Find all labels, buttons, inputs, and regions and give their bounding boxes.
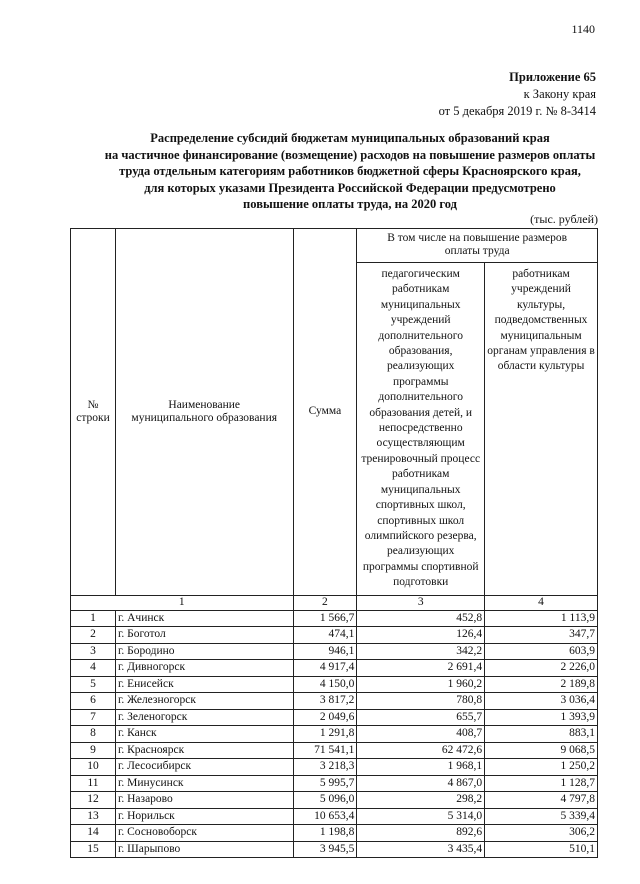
row-number: 14 <box>71 825 116 842</box>
header-num: № строки <box>71 229 116 596</box>
row-number: 7 <box>71 709 116 726</box>
table-row <box>71 726 598 743</box>
row-col4: 1 393,9 <box>485 709 598 726</box>
row-col3: 342,2 <box>357 643 485 660</box>
table-row <box>71 825 598 842</box>
row-sum: 474,1 <box>293 627 357 644</box>
subsidy-table <box>70 228 598 858</box>
header-col3: педагогическим работникам муниципальных учреждений дополнительного образования, реализующих программы дополнительного образования детей, и непосредственно осуществляющим тренировочный процесс работникам муниципальных спортивных школ, спортивных школ олимпийского резерва, реализующих программы спортивной подготовки <box>357 263 485 596</box>
row-sum: 71 541,1 <box>293 742 357 759</box>
row-sum: 1 291,8 <box>293 726 357 743</box>
row-col3: 62 472,6 <box>357 742 485 759</box>
row-col4: 9 068,5 <box>485 742 598 759</box>
appendix-law: к Закону края <box>523 87 596 101</box>
municipality-name: г. Красноярск <box>115 742 293 759</box>
table-row <box>71 643 598 660</box>
document-title <box>60 130 640 213</box>
municipality-name: г. Минусинск <box>115 775 293 792</box>
row-col3: 298,2 <box>357 792 485 809</box>
col-number: 4 <box>485 595 598 610</box>
row-number: 1 <box>71 610 116 627</box>
table-row <box>71 792 598 809</box>
row-sum: 3 218,3 <box>293 759 357 776</box>
row-number: 6 <box>71 693 116 710</box>
header-including: В том числе на повышение размеров оплаты труда <box>357 229 598 263</box>
header-name: Наименование муниципального образования <box>115 229 293 596</box>
table-row <box>71 742 598 759</box>
row-col4: 1 250,2 <box>485 759 598 776</box>
row-col4: 5 339,4 <box>485 808 598 825</box>
row-col4: 603,9 <box>485 643 598 660</box>
row-sum: 1 566,7 <box>293 610 357 627</box>
table-row <box>71 676 598 693</box>
row-col4: 2 189,8 <box>485 676 598 693</box>
title-line: для которых указами Президента Российской Федерации предусмотрено <box>144 180 556 195</box>
municipality-name: г. Норильск <box>115 808 293 825</box>
municipality-name: г. Енисейск <box>115 676 293 693</box>
row-col3: 1 960,2 <box>357 676 485 693</box>
row-col4: 1 128,7 <box>485 775 598 792</box>
row-col3: 452,8 <box>357 610 485 627</box>
header-col4: работникам учреждений культуры, подведомственных муниципальным органам управления в области культуры <box>485 263 598 596</box>
row-number: 8 <box>71 726 116 743</box>
header-sum: Сумма <box>293 229 357 596</box>
row-number: 5 <box>71 676 116 693</box>
row-col4: 883,1 <box>485 726 598 743</box>
row-number: 12 <box>71 792 116 809</box>
municipality-name: г. Боготол <box>115 627 293 644</box>
row-col4: 3 036,4 <box>485 693 598 710</box>
row-sum: 3 945,5 <box>293 841 357 858</box>
row-col3: 2 691,4 <box>357 660 485 677</box>
row-col4: 347,7 <box>485 627 598 644</box>
table-row <box>71 660 598 677</box>
municipality-name: г. Зеленогорск <box>115 709 293 726</box>
page-number: 1140 <box>571 22 595 36</box>
row-sum: 1 198,8 <box>293 825 357 842</box>
title-line: труда отдельным категориям работников бюджетной сферы Красноярского края, <box>119 164 581 178</box>
row-sum: 4 150,0 <box>293 676 357 693</box>
row-col3: 126,4 <box>357 627 485 644</box>
table-row <box>71 775 598 792</box>
row-sum: 2 049,6 <box>293 709 357 726</box>
appendix-date: от 5 декабря 2019 г. № 8-3414 <box>438 104 596 118</box>
municipality-name: г. Железногорск <box>115 693 293 710</box>
row-col3: 3 435,4 <box>357 841 485 858</box>
title-line: Распределение субсидий бюджетам муниципальных образований края <box>150 131 550 145</box>
row-sum: 5 995,7 <box>293 775 357 792</box>
row-sum: 946,1 <box>293 643 357 660</box>
row-col4: 2 226,0 <box>485 660 598 677</box>
col-number: 3 <box>357 595 485 610</box>
municipality-name: г. Шарыпово <box>115 841 293 858</box>
table-row <box>71 709 598 726</box>
row-col3: 4 867,0 <box>357 775 485 792</box>
row-col3: 5 314,0 <box>357 808 485 825</box>
row-col3: 655,7 <box>357 709 485 726</box>
row-col3: 408,7 <box>357 726 485 743</box>
municipality-name: г. Лесосибирск <box>115 759 293 776</box>
col-number: 1 <box>71 595 294 610</box>
appendix-title: Приложение 65 <box>509 70 596 84</box>
row-number: 4 <box>71 660 116 677</box>
municipality-name: г. Дивногорск <box>115 660 293 677</box>
table-row <box>71 808 598 825</box>
row-sum: 4 917,4 <box>293 660 357 677</box>
units-label: (тыс. рублей) <box>530 212 598 226</box>
table-row <box>71 693 598 710</box>
row-number: 9 <box>71 742 116 759</box>
row-sum: 5 096,0 <box>293 792 357 809</box>
table-row <box>71 841 598 858</box>
row-col4: 1 113,9 <box>485 610 598 627</box>
row-number: 3 <box>71 643 116 660</box>
col-number: 2 <box>293 595 357 610</box>
municipality-name: г. Канск <box>115 726 293 743</box>
row-number: 10 <box>71 759 116 776</box>
table-row <box>71 759 598 776</box>
row-col3: 1 968,1 <box>357 759 485 776</box>
row-number: 11 <box>71 775 116 792</box>
row-col3: 892,6 <box>357 825 485 842</box>
municipality-name: г. Бородино <box>115 643 293 660</box>
title-line: на частичное финансирование (возмещение) расходов на повышение размеров оплаты <box>104 147 596 162</box>
row-col4: 306,2 <box>485 825 598 842</box>
row-sum: 10 653,4 <box>293 808 357 825</box>
row-number: 2 <box>71 627 116 644</box>
table-row <box>71 627 598 644</box>
row-number: 13 <box>71 808 116 825</box>
row-col3: 780,8 <box>357 693 485 710</box>
row-number: 15 <box>71 841 116 858</box>
row-col4: 510,1 <box>485 841 598 858</box>
title-line: повышение оплаты труда, на 2020 год <box>243 197 457 211</box>
municipality-name: г. Сосновоборск <box>115 825 293 842</box>
table-row <box>71 610 598 627</box>
row-col4: 4 797,8 <box>485 792 598 809</box>
municipality-name: г. Ачинск <box>115 610 293 627</box>
row-sum: 3 817,2 <box>293 693 357 710</box>
municipality-name: г. Назарово <box>115 792 293 809</box>
